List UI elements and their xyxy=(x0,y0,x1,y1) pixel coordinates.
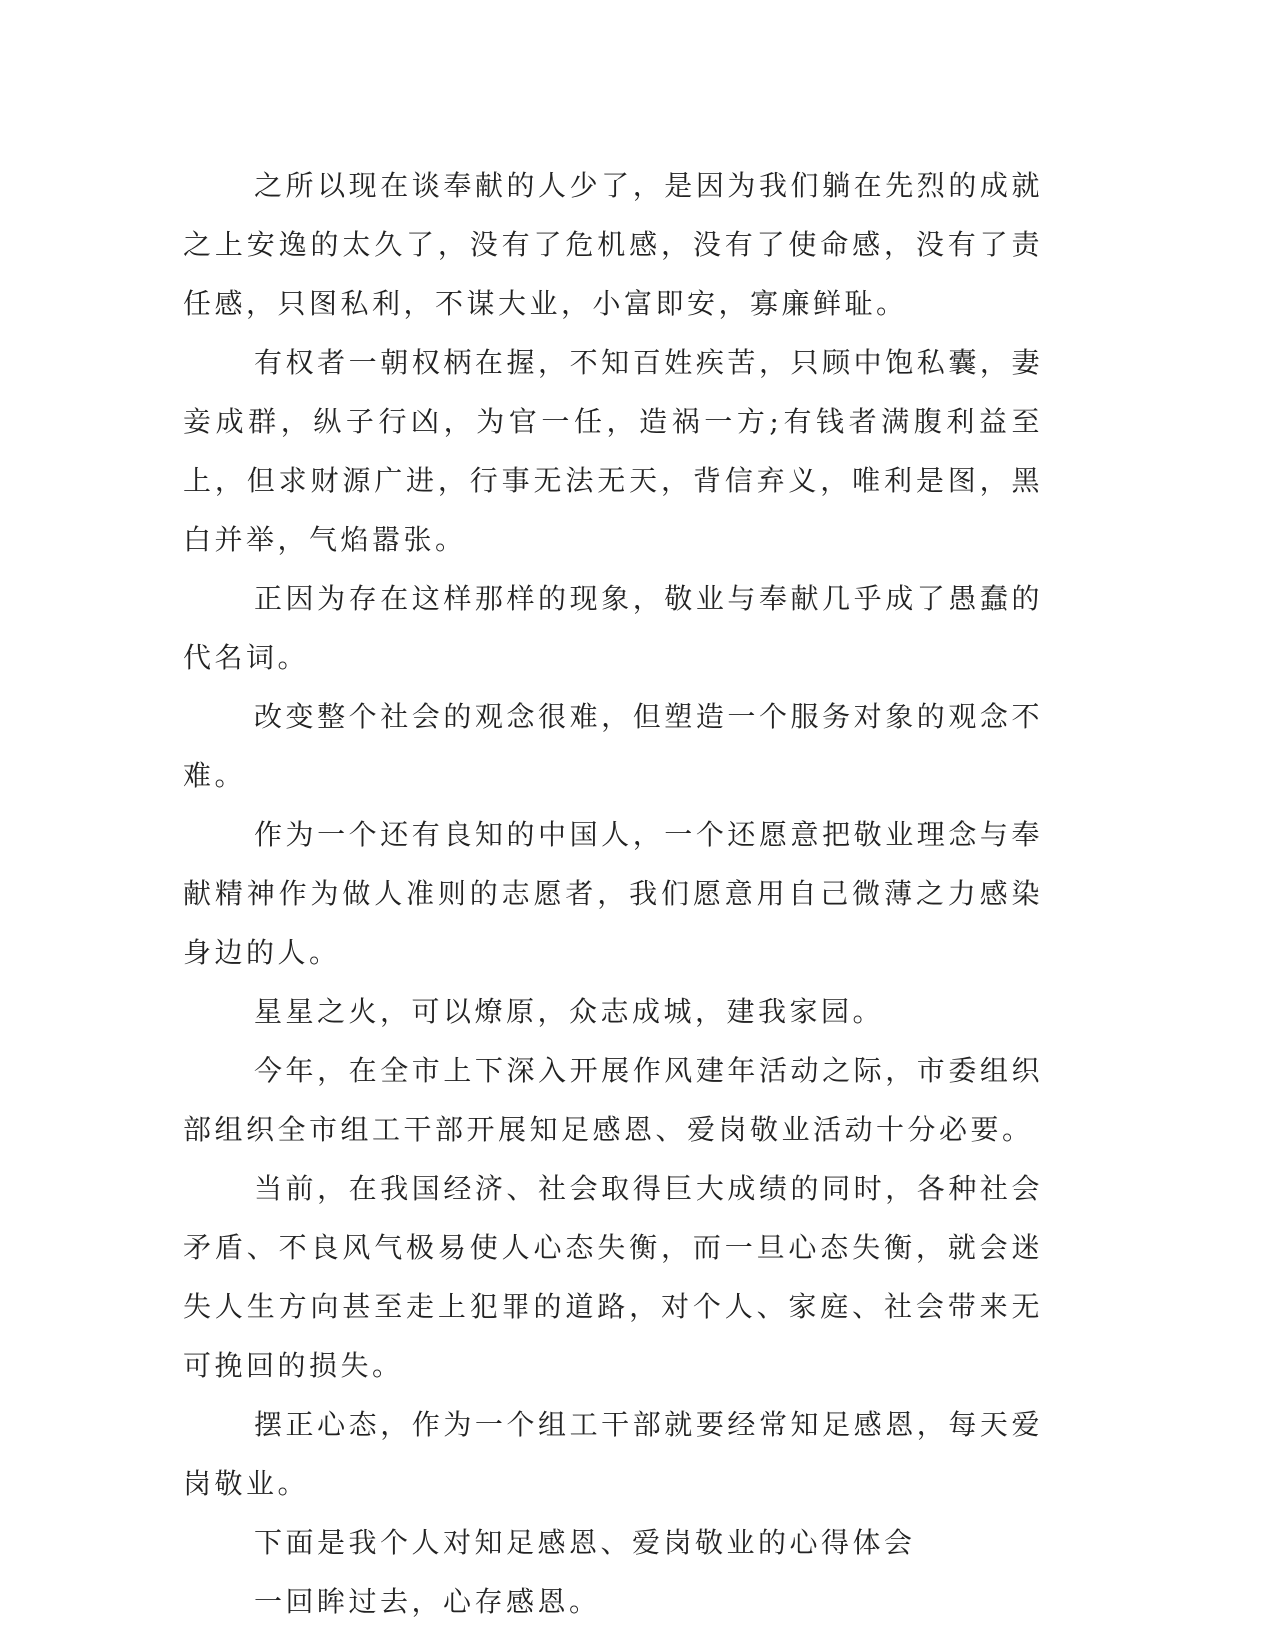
paragraph: 之所以现在谈奉献的人少了，是因为我们躺在先烈的成就之上安逸的太久了，没有了危机感，没有了使命感，没有了责任感，只图私利，不谋大业，小富即安，寡廉鲜耻。 xyxy=(183,169,1043,320)
paragraph: 摆正心态，作为一个组工干部就要经常知足感恩，每天爱岗敬业。 xyxy=(183,1408,1043,1500)
paragraph: 今年，在全市上下深入开展作风建年活动之际，市委组织部组织全市组工干部开展知足感恩、爱岗敬业活动十分必要。 xyxy=(183,1054,1043,1146)
document-body xyxy=(183,156,1043,1631)
paragraph: 一回眸过去，心存感恩。 xyxy=(254,1585,601,1618)
paragraph: 下面是我个人对知足感恩、爱岗敬业的心得体会 xyxy=(254,1526,916,1559)
paragraph: 当前，在我国经济、社会取得巨大成绩的同时，各种社会矛盾、不良风气极易使人心态失衡，而一旦心态失衡，就会迷失人生方向甚至走上犯罪的道路，对个人、家庭、社会带来无可挽回的损失。 xyxy=(183,1172,1043,1382)
paragraph: 正因为存在这样那样的现象，敬业与奉献几乎成了愚蠢的代名词。 xyxy=(183,582,1043,674)
paragraph: 改变整个社会的观念很难，但塑造一个服务对象的观念不难。 xyxy=(183,700,1043,792)
paragraph: 有权者一朝权柄在握，不知百姓疾苦，只顾中饱私囊，妻妾成群，纵子行凶，为官一任，造祸一方;有钱者满腹利益至上，但求财源广进，行事无法无天，背信弃义，唯利是图，黑白并举，气焰嚣张。 xyxy=(183,346,1043,556)
paragraph: 作为一个还有良知的中国人，一个还愿意把敬业理念与奉献精神作为做人准则的志愿者，我们愿意用自己微薄之力感染身边的人。 xyxy=(183,818,1043,969)
paragraph: 星星之火，可以燎原，众志成城，建我家园。 xyxy=(254,995,885,1028)
